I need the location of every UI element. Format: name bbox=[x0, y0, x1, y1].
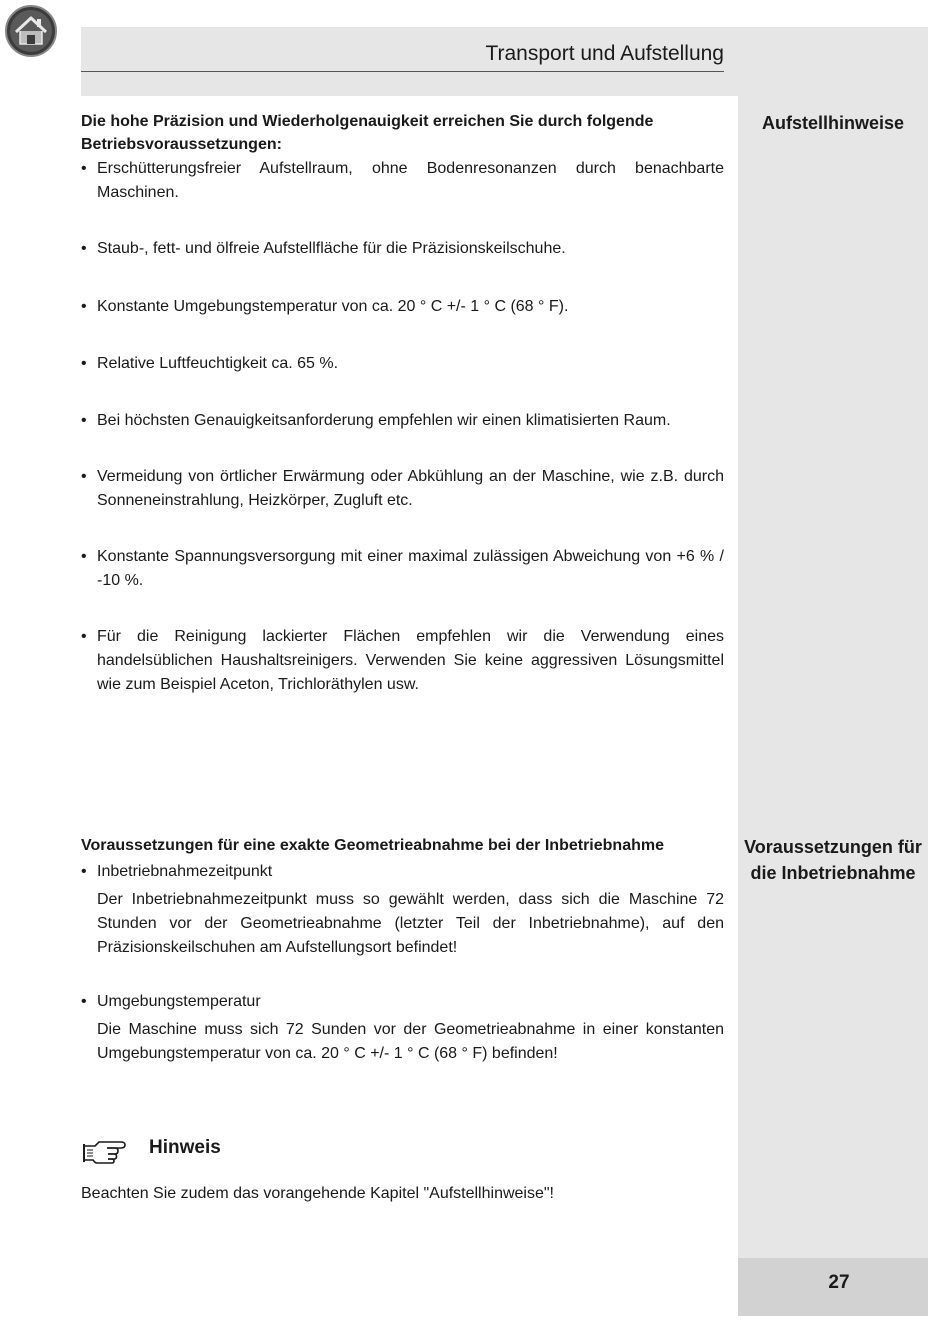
list-item bbox=[81, 409, 724, 433]
bullet: • bbox=[81, 355, 87, 372]
list-item-title: Umgebungstemperatur bbox=[97, 993, 261, 1010]
list-item bbox=[81, 860, 724, 884]
list-item bbox=[81, 237, 724, 261]
bullet: • bbox=[81, 240, 87, 257]
home-icon[interactable] bbox=[4, 4, 58, 58]
list-item-title: Inbetriebnahmezeitpunkt bbox=[97, 863, 273, 880]
bullet: • bbox=[81, 468, 87, 485]
bullet: • bbox=[81, 160, 87, 177]
list-item-text: Vermeidung von örtlicher Erwärmung oder Abkühlung an der Maschine, wie z.B. durch Sonneneinstrahlung, Heizkörper, Zugluft etc. bbox=[97, 468, 724, 509]
page-title: Transport und Aufstellung bbox=[485, 42, 724, 65]
bullet: • bbox=[81, 412, 87, 429]
list-item-text: Erschütterungsfreier Aufstellraum, ohne Bodenresonanzen durch benachbarte Maschinen. bbox=[97, 160, 724, 201]
list-item-text: Staub-, fett- und ölfreie Aufstellfläche für die Präzisionskeilschuhe. bbox=[97, 240, 566, 257]
side-heading-setup: Aufstellhinweise bbox=[761, 113, 905, 133]
bullet: • bbox=[81, 993, 87, 1010]
list-item bbox=[81, 990, 724, 1014]
list-item bbox=[81, 295, 724, 319]
note-text: Beachten Sie zudem das vorangehende Kapitel "Aufstellhinweise"! bbox=[81, 1185, 554, 1202]
list-item-text: Die Maschine muss sich 72 Sunden vor der Geometrieabnahme in einer konstanten Umgebungstemperatur von ca. 20 ° C +/- 1 ° C (68 ° F) befinden! bbox=[97, 1021, 724, 1062]
bullet: • bbox=[81, 548, 87, 565]
list-item-text: Der Inbetriebnahmezeitpunkt muss so gewählt werden, dass sich die Maschine 72 Stunden vor der Geometrieabnahme (letzter Teil der Inbetriebnahme), auf den Präzisionskeilschuhen am Aufstellungsort befindet! bbox=[97, 891, 724, 956]
side-heading-commissioning: Voraussetzungen für die Inbetriebnahme bbox=[744, 837, 922, 883]
bullet: • bbox=[81, 628, 87, 645]
list-item bbox=[81, 157, 724, 205]
list-item bbox=[81, 625, 724, 697]
side-column bbox=[738, 96, 928, 1316]
list-item bbox=[81, 352, 724, 376]
setup-heading: Die hohe Präzision und Wiederholgenauigkeit erreichen Sie durch folgende Betriebsvoraussetzungen: bbox=[81, 113, 654, 153]
pointing-hand-icon bbox=[81, 1138, 127, 1164]
bullet: • bbox=[81, 298, 87, 315]
list-item-text: Konstante Umgebungstemperatur von ca. 20 ° C +/- 1 ° C (68 ° F). bbox=[97, 298, 569, 315]
commissioning-heading: Voraussetzungen für eine exakte Geometrieabnahme bei der Inbetriebnahme bbox=[81, 837, 664, 854]
list-item bbox=[81, 545, 724, 593]
list-item-text: Relative Luftfeuchtigkeit ca. 65 %. bbox=[97, 355, 339, 372]
list-item-text: Konstante Spannungsversorgung mit einer maximal zulässigen Abweichung von +6 % / -10 %. bbox=[97, 548, 724, 589]
note-title: Hinweis bbox=[149, 1137, 221, 1158]
list-item-text: Für die Reinigung lackierter Flächen empfehlen wir die Verwendung eines handelsüblichen Haushaltsreinigers. Verwenden Sie keine aggressiven Lösungsmittel wie zum Beispiel Aceton, Trichloräthylen usw. bbox=[97, 628, 724, 693]
header-divider bbox=[81, 71, 724, 72]
list-item-text: Bei höchsten Genauigkeitsanforderung empfehlen wir einen klimatisierten Raum. bbox=[97, 412, 671, 429]
bullet: • bbox=[81, 863, 87, 880]
list-item bbox=[81, 465, 724, 513]
page-number: 27 bbox=[828, 1272, 850, 1293]
